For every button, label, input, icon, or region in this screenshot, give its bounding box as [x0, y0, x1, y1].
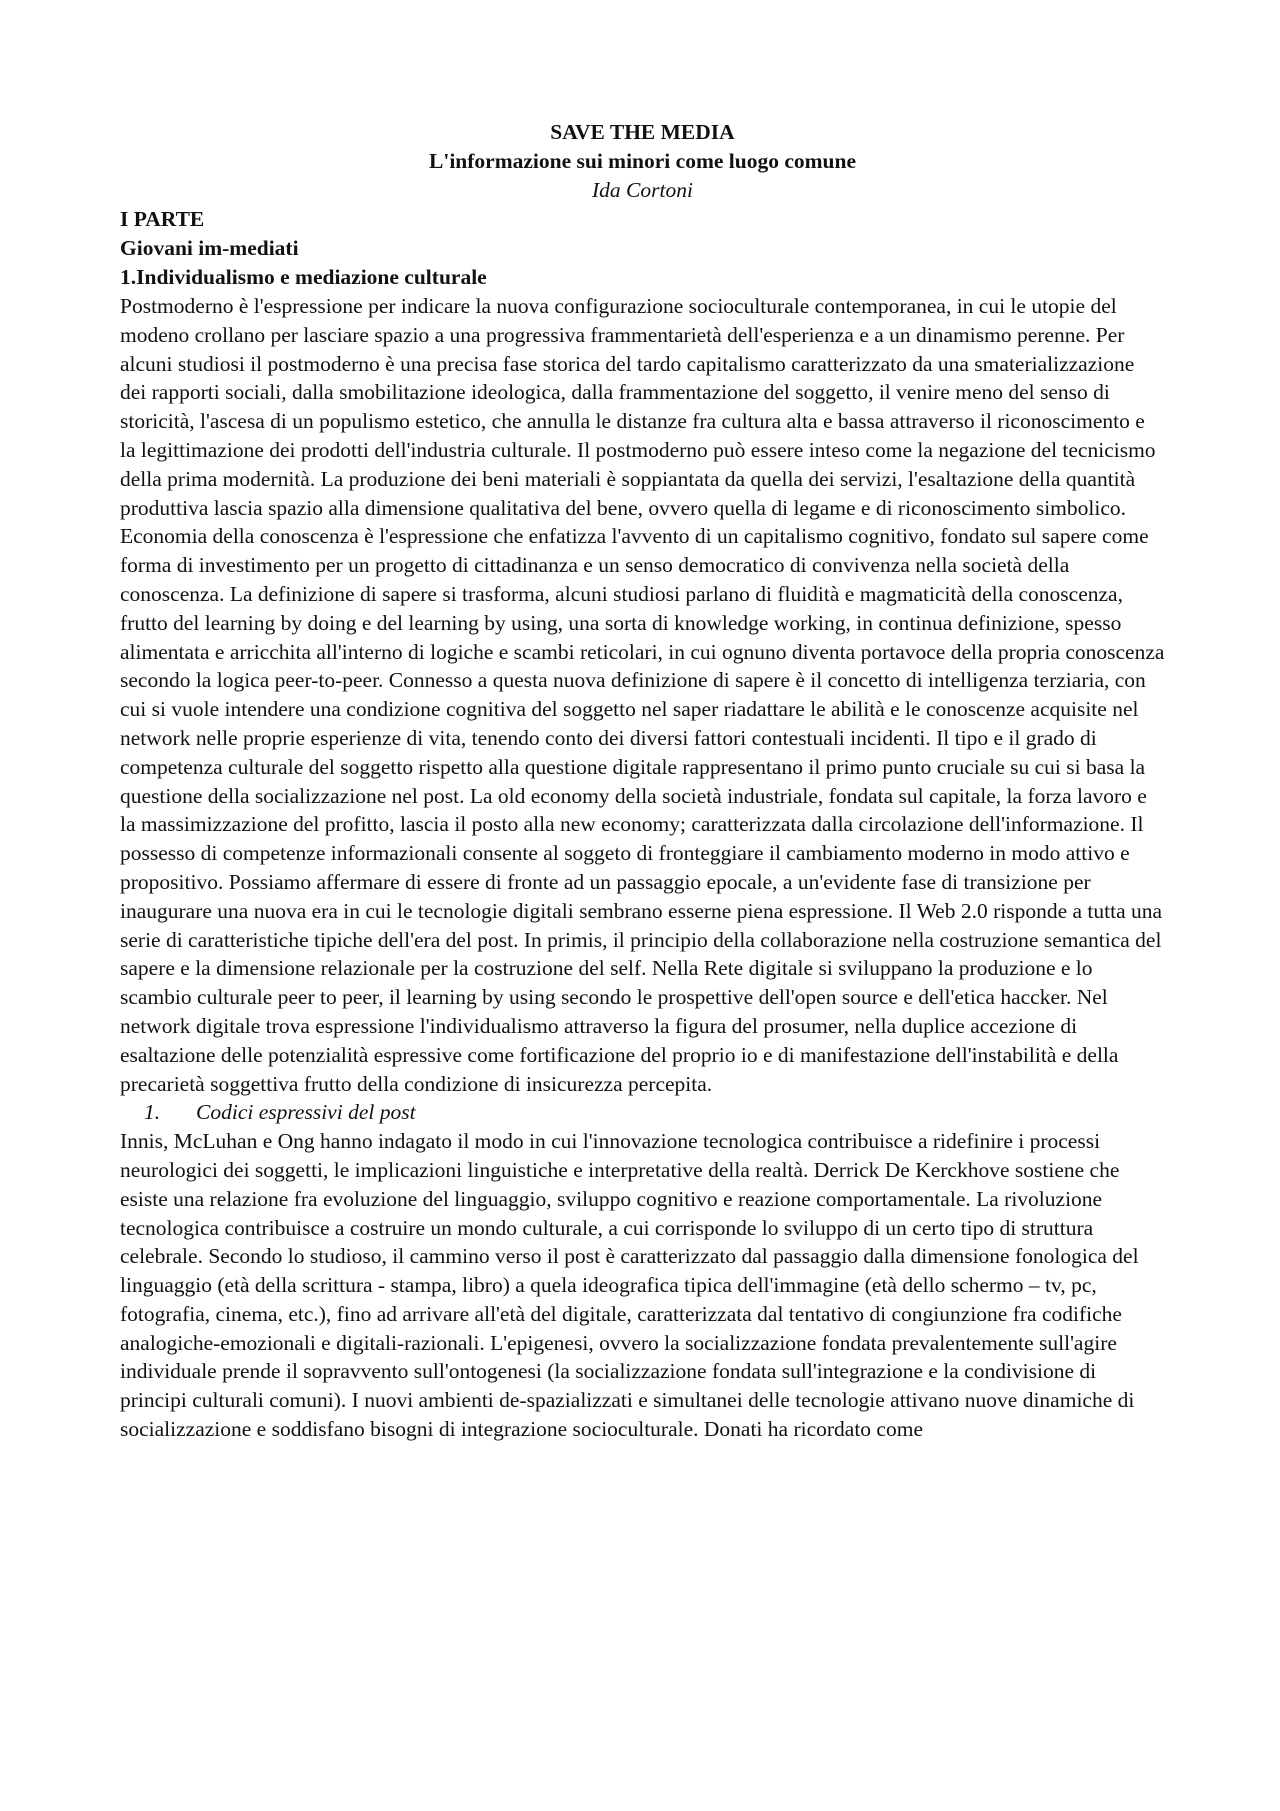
chapter2-heading: [120, 1098, 1165, 1127]
document-author: Ida Cortoni: [592, 178, 693, 202]
chapter1-paragraph: Postmoderno è l'espressione per indicare la nuova configurazione socioculturale contemporanea, in cui le utopie del modeno crollano per lasciare spazio a una progressiva frammentarietà dell'esperienza e a un dinamismo perenne. Per alcuni studiosi il postmoderno è una precisa fase storica del tardo capitalismo caratterizzato da una smaterializzazione dei rapporti sociali, dalla smobilitazione ideologica, dalla frammentazione del soggetto, il venire meno del senso di storicità, l'ascesa di un populismo estetico, che annulla le distanze fra cultura alta e bassa attraverso il riconoscimento e la legittimazione dei prodotti dell'industria culturale. Il postmoderno può essere inteso come la negazione del tecnicismo della prima modernità. La produzione dei beni materiali è soppiantata da quella dei servizi, l'esaltazione della quantità produttiva lascia spazio alla dimensione qualitativa del bene, ovvero quella di legame e di riconoscimento simbolico. Economia della conoscenza è l'espressione che enfatizza l'avvento di un capitalismo cognitivo, fondato sul sapere come forma di investimento per un progetto di cittadinanza e un senso democratico di convivenza nella società della conoscenza. La definizione di sapere si trasforma, alcuni studiosi parlano di fluidità e magmaticità della conoscenza, frutto del learning by doing e del learning by using, una sorta di knowledge working, in continua definizione, spesso alimentata e arricchita all'interno di logiche e scambi reticolari, in cui ognuno diventa portavoce della propria conoscenza secondo la logica peer-to-peer. Connesso a questa nuova definizione di sapere è il concetto di intelligenza terziaria, con cui si vuole intendere una condizione cognitiva del soggetto nel saper riadattare le abilità e le conoscenze acquisite nel network nelle proprie esperienze di vita, tenendo conto dei diversi fattori contestuali incidenti. Il tipo e il grado di competenza culturale del soggetto rispetto alla questione digitale rappresentano il primo punto cruciale su cui si basa la questione della socializzazione nel post. La old economy della società industriale, fondata sul capitale, la forza lavoro e la massimizzazione del profitto, lascia il posto alla new economy; caratterizzata dalla circolazione dell'informazione. Il possesso di competenze informazionali consente al soggeto di fronteggiare il cambiamento moderno in modo attivo e propositivo. Possiamo affermare di essere di fronte ad un passaggio epocale, a un'evidente fase di transizione per inaugurare una nuova era in cui le tecnologie digitali sembrano esserne piena espressione. Il Web 2.0 risponde a tutta una serie di caratteristiche tipiche dell'era del post. In primis, il principio della collaborazione nella costruzione semantica del sapere e la dimensione relazionale per la costruzione del self. Nella Rete digitale si sviluppano la produzione e lo scambio culturale peer to peer, il learning by using secondo le prospettive dell'open source e dell'etica haccker. Nel network digitale trova espressione l'individualismo attraverso la figura del prosumer, nella duplice accezione di esaltazione delle potenzialità espressive come fortificazione del proprio io e di manifestazione dell'instabilità e della precarietà soggettiva frutto della condizione di insicurezza percepita.: [120, 294, 1165, 1096]
title-block: [120, 118, 1165, 205]
part-heading: I PARTE: [120, 207, 205, 231]
document-page: [120, 118, 1165, 1444]
document-subtitle: L'informazione sui minori come luogo comune: [429, 149, 856, 173]
chapter2-paragraph: Innis, McLuhan e Ong hanno indagato il modo in cui l'innovazione tecnologica contribuisce a ridefinire i processi neurologici dei soggetti, le implicazioni linguistiche e interpretative della realtà. Derrick De Kerckhove sostiene che esiste una relazione fra evoluzione del linguaggio, sviluppo cognitivo e reazione comportamentale. La rivoluzione tecnologica contribuisce a costruire un mondo culturale, a cui corrisponde lo sviluppo di un certo tipo di struttura celebrale. Secondo lo studioso, il cammino verso il post è caratterizzato dal passaggio dalla dimensione fonologica del linguaggio (età della scrittura - stampa, libro) a quela ideografica tipica dell'immagine (età dello schermo – tv, pc, fotografia, cinema, etc.), fino ad arrivare all'età del digitale, caratterizzata dal tentativo di congiunzione fra codifiche analogiche-emozionali e digitali-razionali. L'epigenesi, ovvero la socializzazione fondata prevalentemente sull'agire individuale prende il sopravvento sull'ontogenesi (la socializzazione fondata sull'integrazione e la condivisione di principi culturali comuni). I nuovi ambienti de-spazializzati e simultanei delle tecnologie attivano nuove dinamiche di socializzazione e soddisfano bisogni di integrazione socioculturale. Donati ha ricordato come: [120, 1129, 1139, 1442]
chapter2-title: Codici espressivi del post: [196, 1100, 416, 1125]
section-heading: Giovani im-mediati: [120, 236, 299, 260]
document-title: SAVE THE MEDIA: [550, 120, 735, 144]
chapter1-heading: 1.Individualismo e mediazione culturale: [120, 265, 487, 289]
chapter2-number: 1.: [144, 1100, 161, 1125]
